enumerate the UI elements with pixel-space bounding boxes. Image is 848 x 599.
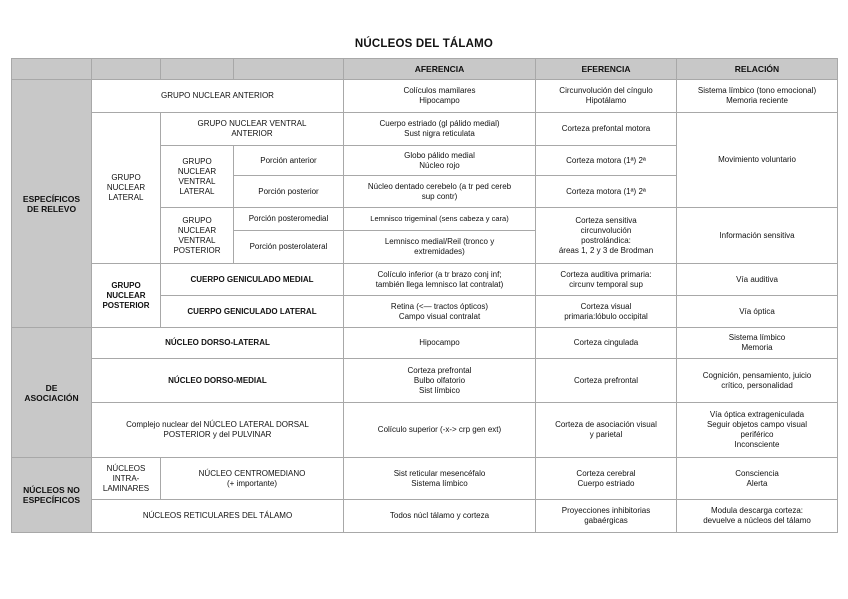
table-row — [12, 113, 838, 146]
eferencia-cell: Corteza prefrontal — [536, 359, 677, 403]
thalamus-nuclei-table — [11, 58, 838, 533]
header-cell-empty — [12, 59, 92, 80]
eferencia-cell: Corteza cingulada — [536, 328, 677, 359]
aferencia-cell: Cuerpo estriado (gl pálido medial) Sust nigra reticulata — [344, 113, 536, 146]
relacion-cell: Sistema límbico (tono emocional) Memoria reciente — [677, 80, 838, 113]
header-cell-empty — [161, 59, 234, 80]
eferencia-cell: Corteza motora (1ª) 2ª — [536, 146, 677, 176]
aferencia-cell: Hipocampo — [344, 328, 536, 359]
relacion-cell: Movimiento voluntario — [677, 113, 838, 208]
aferencia-cell: Núcleo dentado cerebelo (a tr ped cereb sup contr) — [344, 176, 536, 208]
eferencia-cell: Corteza sensitiva circunvolución postrolándica: áreas 1, 2 y 3 de Brodman — [536, 208, 677, 264]
portion-posteromedial: Porción posteromedial — [234, 208, 344, 231]
relacion-cell: Vía auditiva — [677, 264, 838, 296]
aferencia-cell: Colículos mamilares Hipocampo — [344, 80, 536, 113]
table-row — [12, 359, 838, 403]
relacion-cell: Información sensitiva — [677, 208, 838, 264]
relacion-cell: Consciencia Alerta — [677, 458, 838, 500]
nucleus-dorso-lateral: NÚCLEO DORSO-LATERAL — [92, 328, 344, 359]
group-ventral-posterior: GRUPO NUCLEAR VENTRAL POSTERIOR — [161, 208, 234, 264]
aferencia-cell: Globo pálido medial Núcleo rojo — [344, 146, 536, 176]
category-especificos: ESPECÍFICOS DE RELEVO — [12, 80, 92, 328]
category-asociacion: DE ASOCIACIÓN — [12, 328, 92, 458]
header-row — [12, 59, 838, 80]
nucleus-anterior: GRUPO NUCLEAR ANTERIOR — [92, 80, 344, 113]
portion-posterior: Porción posterior — [234, 176, 344, 208]
nucleus-reticulares: NÚCLEOS RETICULARES DEL TÁLAMO — [92, 500, 344, 533]
table-row — [12, 328, 838, 359]
nucleus-centromediano: NÚCLEO CENTROMEDIANO (+ importante) — [161, 458, 344, 500]
nucleus-geniculado-lateral: CUERPO GENICULADO LATERAL — [161, 296, 344, 328]
category-no-especificos: NÚCLEOS NO ESPECÍFICOS — [12, 458, 92, 533]
eferencia-cell: Corteza auditiva primaria: circunv temporal sup — [536, 264, 677, 296]
header-eferencia: EFERENCIA — [536, 59, 677, 80]
eferencia-cell: Corteza de asociación visual y parietal — [536, 403, 677, 458]
table-row — [12, 500, 838, 533]
relacion-cell: Vía óptica extrageniculada Seguir objetos campo visual periférico Inconsciente — [677, 403, 838, 458]
group-posterior: GRUPO NUCLEAR POSTERIOR — [92, 264, 161, 328]
nucleus-ventral-anterior: GRUPO NUCLEAR VENTRAL ANTERIOR — [161, 113, 344, 146]
aferencia-cell: Todos núcl tálamo y corteza — [344, 500, 536, 533]
header-cell-empty — [234, 59, 344, 80]
eferencia-cell: Corteza prefontal motora — [536, 113, 677, 146]
aferencia-cell: Lemnisco trigeminal (sens cabeza y cara) — [344, 208, 536, 231]
aferencia-cell: Retina (<— tractos ópticos) Campo visual contralat — [344, 296, 536, 328]
table-row — [12, 80, 838, 113]
relacion-cell: Sistema límbico Memoria — [677, 328, 838, 359]
relacion-cell: Modula descarga corteza: devuelve a núcleos del tálamo — [677, 500, 838, 533]
eferencia-cell: Circunvolución del cíngulo Hipotálamo — [536, 80, 677, 113]
eferencia-cell: Proyecciones inhibitorias gabaérgicas — [536, 500, 677, 533]
relacion-cell: Vía óptica — [677, 296, 838, 328]
aferencia-cell: Lemnisco medial/Reil (tronco y extremidades) — [344, 231, 536, 264]
eferencia-cell: Corteza motora (1ª) 2ª — [536, 176, 677, 208]
relacion-cell: Cognición, pensamiento, juicio crítico, personalidad — [677, 359, 838, 403]
eferencia-cell: Corteza visual primaria:lóbulo occipital — [536, 296, 677, 328]
group-ventral-lateral: GRUPO NUCLEAR VENTRAL LATERAL — [161, 146, 234, 208]
page-title: NÚCLEOS DEL TÁLAMO — [354, 38, 494, 50]
nucleus-dorso-medial: NÚCLEO DORSO-MEDIAL — [92, 359, 344, 403]
nucleus-complejo-pulvinar: Complejo nuclear del NÚCLEO LATERAL DORSAL POSTERIOR y del PULVINAR — [92, 403, 344, 458]
group-intralaminares: NÚCLEOS INTRA- LAMINARES — [92, 458, 161, 500]
header-cell-empty — [92, 59, 161, 80]
aferencia-cell: Corteza prefrontal Bulbo olfatorio Sist límbico — [344, 359, 536, 403]
aferencia-cell: Colículo superior (-x-> crp gen ext) — [344, 403, 536, 458]
portion-posterolateral: Porción posterolateral — [234, 231, 344, 264]
portion-anterior: Porción anterior — [234, 146, 344, 176]
aferencia-cell: Sist reticular mesencéfalo Sistema límbico — [344, 458, 536, 500]
aferencia-cell: Colículo inferior (a tr brazo conj inf; también llega lemnisco lat contralat) — [344, 264, 536, 296]
table-row — [12, 264, 838, 296]
table-row — [12, 458, 838, 500]
table-row — [12, 403, 838, 458]
nucleus-geniculado-medial: CUERPO GENICULADO MEDIAL — [161, 264, 344, 296]
header-aferencia: AFERENCIA — [344, 59, 536, 80]
header-relacion: RELACIÓN — [677, 59, 838, 80]
group-lateral: GRUPO NUCLEAR LATERAL — [92, 113, 161, 264]
eferencia-cell: Corteza cerebral Cuerpo estriado — [536, 458, 677, 500]
